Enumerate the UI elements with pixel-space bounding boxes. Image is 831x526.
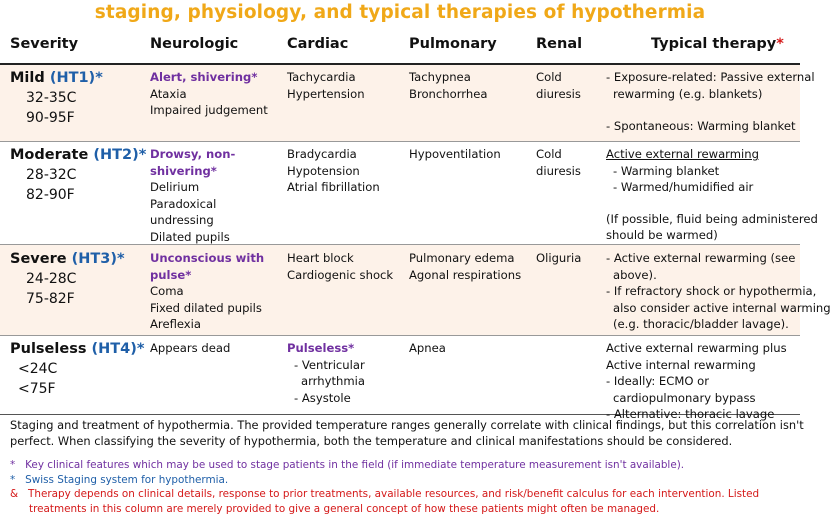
therapy-footnote-mark: *: [776, 36, 784, 52]
cardiac-cell: [287, 250, 393, 283]
therapy-line: cardiopulmonary bypass: [613, 390, 756, 405]
renal-cell: [536, 146, 581, 179]
therapy-line: - Warmed/humidified air: [613, 180, 754, 195]
caption-line: Staging and treatment of hypothermia. The provided temperature ranges generally correlate with clinical findings, but this correlation isn't: [10, 418, 804, 432]
stage-code: (HT2): [93, 147, 139, 163]
finding: Hypertension: [287, 86, 365, 101]
header-cardiac: Cardiac: [287, 36, 349, 52]
finding: Cold: [536, 147, 562, 161]
footnote-key-features: [10, 458, 759, 473]
finding: Pulmonary edema: [409, 251, 515, 265]
finding: Cold: [536, 70, 562, 84]
table-caption: [10, 418, 804, 449]
stage-code: (HT3): [71, 251, 117, 267]
stage-code: (HT1): [49, 70, 96, 86]
temp-celsius: 24-28C: [26, 271, 77, 287]
therapy-heading: Active external rewarming: [606, 147, 759, 161]
pulmonary-cell: [409, 250, 521, 283]
finding: arrhythmia: [301, 374, 365, 389]
finding: Impaired judgement: [150, 103, 268, 118]
severity-cell: [10, 68, 103, 128]
swiss-mark: *: [95, 70, 103, 86]
header-therapy-label: Typical therapy: [651, 36, 777, 52]
severity-name: Mild: [10, 70, 45, 86]
therapy-line: - Alternative: thoracic lavage: [606, 407, 775, 422]
footnote-text: treatments in this column are merely provided to give a general concept of how these patients might often be managed.: [29, 502, 660, 515]
temp-fahrenheit: 75-82F: [26, 291, 75, 307]
severity-name: Moderate: [10, 147, 89, 163]
finding: Tachypnea: [409, 70, 471, 84]
therapy-line: - Ideally: ECMO or: [606, 374, 710, 389]
key-feature: Drowsy, non-: [150, 147, 236, 161]
renal-cell: [536, 69, 581, 102]
pulmonary-cell: [409, 340, 446, 357]
footnote-text: Swiss Staging system for hypothermia.: [25, 473, 229, 486]
red-mark: &: [10, 488, 19, 500]
finding: Delirium: [150, 180, 200, 195]
cardiac-cell: [287, 69, 365, 102]
therapy-line: Active internal rewarming: [606, 357, 756, 372]
finding: Heart block: [287, 251, 354, 265]
pulmonary-cell: [409, 146, 501, 163]
finding: Ataxia: [150, 86, 187, 101]
footnote-therapy-cont: [10, 502, 759, 517]
header-severity: Severity: [10, 36, 79, 52]
therapy-cell: [606, 250, 831, 333]
finding: undressing: [150, 213, 214, 228]
therapy-cell: [606, 146, 818, 244]
therapy-cell: [606, 340, 787, 423]
therapy-line: - Active external rewarming (see: [606, 251, 796, 265]
therapy-line: - Warming blanket: [613, 163, 720, 178]
swiss-mark: *: [117, 251, 125, 267]
key-feature: pulse: [150, 267, 186, 282]
severity-cell: [10, 145, 146, 205]
temp-celsius: 28-32C: [26, 167, 77, 183]
therapy-line: above).: [613, 267, 657, 282]
finding: Dilated pupils: [150, 229, 230, 244]
temp-celsius: <24C: [18, 361, 58, 377]
finding: Hypoventilation: [409, 147, 501, 161]
cardiac-cell: [287, 340, 365, 406]
header-therapy: [651, 36, 784, 52]
cardiac-cell: [287, 146, 380, 196]
table-row: [0, 65, 815, 142]
blue-mark: *: [10, 473, 16, 486]
finding: diuresis: [536, 86, 581, 101]
key-mark: *: [348, 341, 355, 355]
severity-cell: [10, 249, 125, 309]
finding: diuresis: [536, 163, 581, 178]
neurologic-cell: [150, 250, 264, 333]
finding: Hypotension: [287, 163, 360, 178]
temp-fahrenheit: <75F: [18, 381, 56, 397]
footnote-therapy: [10, 487, 759, 502]
table-header: [0, 33, 800, 65]
table-row: [0, 142, 818, 245]
therapy-line: also consider active internal warming: [613, 300, 831, 315]
footnotes: [10, 458, 759, 516]
finding: Agonal respirations: [409, 267, 522, 282]
therapy-line: should be warmed): [606, 228, 718, 243]
severity-cell: [10, 339, 144, 399]
key-mark: *: [251, 70, 258, 84]
temp-fahrenheit: 90-95F: [26, 110, 75, 126]
footnote-swiss: [10, 473, 759, 488]
temp-fahrenheit: 82-90F: [26, 187, 75, 203]
finding: - Ventricular: [294, 357, 365, 372]
therapy-line: (If possible, fluid being administered: [606, 211, 818, 226]
key-feature: shivering: [150, 163, 211, 178]
finding: Bradycardia: [287, 147, 357, 161]
key-feature: Unconscious with: [150, 251, 265, 265]
finding: - Asystole: [294, 390, 351, 405]
header-neurologic: Neurologic: [150, 36, 239, 52]
finding: Appears dead: [150, 341, 231, 355]
header-pulmonary: Pulmonary: [409, 36, 497, 52]
stage-code: (HT4): [91, 341, 137, 357]
therapy-line: Active external rewarming plus: [606, 341, 787, 355]
renal-cell: [536, 250, 581, 267]
finding: Coma: [150, 284, 184, 299]
therapy-line: - Exposure-related: Passive external: [606, 70, 815, 84]
swiss-mark: *: [136, 341, 145, 357]
finding: Paradoxical: [150, 196, 217, 211]
caption-line: perfect. When classifying the severity of hypothermia, both the temperature and clinical manifestations should be considered.: [10, 433, 733, 448]
key-feature: Pulseless: [287, 341, 349, 355]
header-renal: Renal: [536, 36, 583, 52]
therapy-line: - Spontaneous: Warming blanket: [606, 119, 796, 134]
therapy-line: rewarming (e.g. blankets): [613, 86, 763, 101]
page-title: staging, physiology, and typical therapies of hypothermia: [94, 2, 706, 23]
neurologic-cell: [150, 146, 235, 246]
finding: Cardiogenic shock: [287, 267, 394, 282]
table-row: [0, 336, 800, 422]
therapy-line: (e.g. thoracic/bladder lavage).: [613, 317, 789, 332]
key-mark: *: [210, 163, 217, 178]
pulmonary-cell: [409, 69, 487, 102]
swiss-mark: *: [138, 147, 147, 163]
severity-name: Severe: [10, 251, 67, 267]
severity-name: Pulseless: [10, 341, 87, 357]
finding: Areflexia: [150, 317, 201, 332]
finding: Atrial fibrillation: [287, 180, 380, 195]
neurologic-cell: [150, 69, 268, 119]
neurologic-cell: [150, 340, 230, 357]
key-feature: Alert, shivering: [150, 70, 252, 84]
purple-mark: *: [10, 459, 16, 471]
therapy-line: - If refractory shock or hypothermia,: [606, 284, 817, 299]
finding: Oliguria: [536, 251, 582, 265]
footnote-text: Key clinical features which may be used to stage patients in the field (if immediate temperature measurement isn't available).: [25, 459, 685, 471]
finding: Bronchorrhea: [409, 86, 488, 101]
finding: Apnea: [409, 341, 446, 355]
table-row: [0, 245, 831, 336]
therapy-cell: [606, 69, 815, 135]
finding: Fixed dilated pupils: [150, 300, 262, 315]
footnote-text: Therapy depends on clinical details, response to prior treatments, available resources, and risk/benefit calculus for each intervention. Listed: [28, 488, 760, 500]
key-mark: *: [185, 267, 192, 282]
temp-celsius: 32-35C: [26, 90, 77, 106]
finding: Tachycardia: [287, 70, 356, 84]
